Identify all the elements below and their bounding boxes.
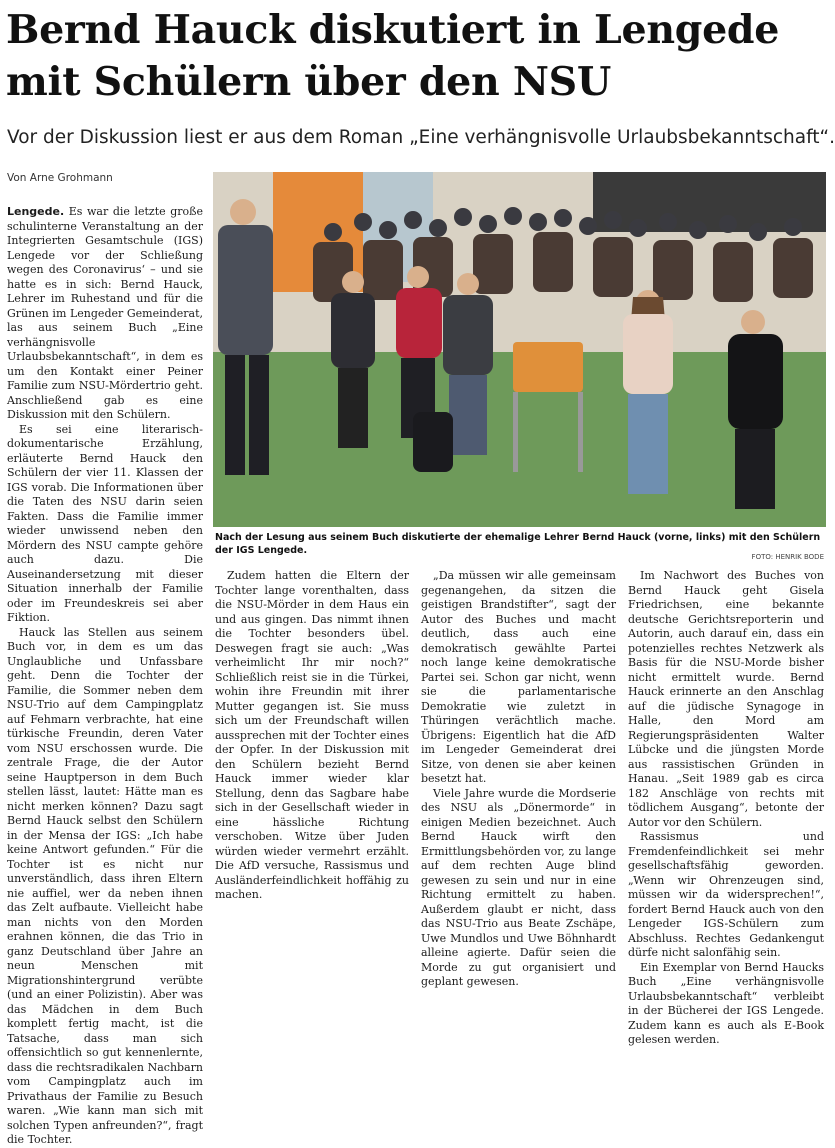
article-paragraph-2: Es sei eine literarisch-dokumentarische Erzählung, erläuterte Bernd Hauck den Schülern der vier 11. Klassen der IGS vorab. Die Informationen über die Taten des NSU darin seien Fakten. Dass die Familie immer wieder unwissend neben den Mördern des NSU campte gehöre auch dazu. Die Auseinandersetzung mit dieser Situation innerhalb der Familie oder im Freundeskreis sei aber Fiktion. [7,422,203,624]
article-paragraph-5: „Da müssen wir alle gemeinsam gegenangehen, da sitzen die geistigen Brandstifter“, sagt der Autor des Buches und macht deutlich, dass auch eine demokratisch gewählte Partei noch lange keine demokratische Partei sei. Schon gar nicht, wenn sie die parlamentarische Demokratie wie zuletzt in Thüringen verächtlich mache. Übrigens: Eigentlich hat die AfD im Lengeder Gemeinderat drei Sitze, von denen sie aber keinen besetzt hat. [421,569,616,785]
article-byline: Von Arne Grohmann [7,172,113,184]
photo-caption: Nach der Lesung aus seinem Buch diskutierte der ehemalige Lehrer Bernd Hauck (vorne, links) mit den Schülern der IGS Lengede. [215,532,821,556]
article-photo [213,172,826,527]
text-column-1 [7,205,204,1146]
text-column-4 [628,569,824,1046]
article-paragraph-8: Rassismus und Fremdenfeindlichkeit sei mehr gesellschaftsfähig geworden. „Wenn wir Ohrenzeugen sind, müssen wir da widersprechen!“, fordert Bernd Hauck auch von den Lengeder IGS-Schülern zum Abschluss. Rechtes Gedankengut dürfe nicht salonfähig sein. [628,830,824,959]
article-paragraph-4: Zudem hatten die Eltern der Tochter lange vorenthalten, dass die NSU-Mörder in dem Haus ein und aus gingen. Das nimmt ihnen die Tochter besonders übel. Deswegen fragt sie auch: „Was verheimlicht Ihr mir noch?“ Schließlich reist sie in die Türkei, wohin ihre Freundin mit ihrer Mutter gegangen ist. Sie muss sich um der Freundschaft willen aussprechen mit der Tochter eines der Opfer. In der Diskussion mit den Schülern bezieht Bernd Hauck immer wieder klar Stellung, denn das Sagbare habe sich in der Gesellschaft wieder in eine hässliche Richtung verschoben. Witze über Juden würden wieder vermehrt erzählt. Die AfD versuche, Rassismus und Ausländerfeindlichkeit hoffähig zu machen. [215,569,409,901]
article-paragraph-3: Hauck las Stellen aus seinem Buch vor, in dem es um das Unglaubliche und Unfassbare geht. Denn die Tochter der Familie, die Sommer neben dem NSU-Trio auf dem Campingplatz auf Fehmarn verbrachte, hat eine türkische Freundin, deren Vater vom NSU erschossen wurde. Die zentrale Frage, die der Autor seine Hauptperson in dem Buch stellen lässt, lautet: Hätte man es nicht merken können? Dazu sagt Bernd Hauck selbst den Schülern in der Mensa der IGS: „Ich habe keine Antwort gefunden.“ Für die Tochter ist es nicht nur unverständlich, dass ihren Eltern nie auffiel, wer da neben ihnen das Zelt aufbaute. Vielleicht habe man nichts von den Morden erahnen können, die das Trio in ganz Deutschland über Jahre an neun Menschen mit Migrationshintergrund verübte (und an einer Polizistin). Aber was das Mädchen in dem Buch komplett fertig macht, ist die Tatsache, dass man sich offensichtlich so gut kennenlernte, dass die rechtsradikalen Nachbarn vom Campingplatz auch im Privathaus der Familie zu Besuch waren. „Wie kann man sich mit solchen Typen anfreunden?“, fragt die Tochter. [7,625,203,1146]
photo-credit: FOTO: HENRIK BODE [751,553,824,561]
article-headline: Bernd Hauck diskutiert in Lengede mit Schülern über den NSU [6,7,780,105]
text-column-2 [215,569,409,1019]
article-paragraph-6: Viele Jahre wurde die Mordserie des NSU als „Dönermorde“ in einigen Medien bezeichnet. Auch Bernd Hauck wirft den Ermittlungsbehörden vor, zu lange auf dem rechten Auge blind gewesen zu sein und nur in eine Richtung ermittelt zu haben. Außerdem glaubt er nicht, dass das NSU-Trio aus Beate Zschäpe, Uwe Mundlos und Uwe Böhnhardt alleine agierte. Dafür seien die Morde zu gut organisiert und geplant gewesen. [421,786,616,988]
article-subheadline: Vor der Diskussion liest er aus dem Roman „Eine verhängnisvolle Urlaubsbekanntschaft“. [7,127,835,148]
article-paragraph-7: Im Nachwort des Buches von Bernd Hauck geht Gisela Friedrichsen, eine bekannte deutsche Gerichtsreporterin und Autorin, auch darauf ein, dass ein potenzielles rechtes Netzwerk als Basis für die NSU-Morde bisher nicht ermittelt wurde. Bernd Hauck erinnerte an den Anschlag auf die jüdische Synagoge in Halle, den Mord am Regierungspräsidenten Walter Lübcke und die jüngsten Morde aus rassistischen Gründen in Hanau. „Seit 1989 gab es circa 182 Anschläge von rechts mit tödlichem Ausgang“, betonte der Autor vor den Schülern. [628,569,824,829]
photo-illustration [213,172,826,527]
dateline: Lengede. [7,205,65,218]
article-paragraph-9: Ein Exemplar von Bernd Haucks Buch „Eine verhängnisvolle Urlaubsbekanntschaft“ verbleibt in der Bücherei der IGS Lengede. Zudem kann es auch als E-Book gelesen werden. [628,960,824,1046]
text-column-3 [421,569,616,1019]
article-paragraph-1: Lengede. Es war die letzte große schulinterne Veranstaltung an der Integrierten Gesamtschule (IGS) Lengede vor der Schließung wegen des Coronavirus‘ – und sie hatte es in sich: Bernd Hauck, Lehrer im Ruhestand und für die Grünen im Lengeder Gemeinderat, las aus seinem Buch „Eine verhängnisvolle Urlaubsbekanntschaft“, in dem es um den Kontakt einer Peiner Familie zum NSU-Mördertrio geht. Anschließend gab es eine Diskussion mit den Schülern. [7,205,204,421]
